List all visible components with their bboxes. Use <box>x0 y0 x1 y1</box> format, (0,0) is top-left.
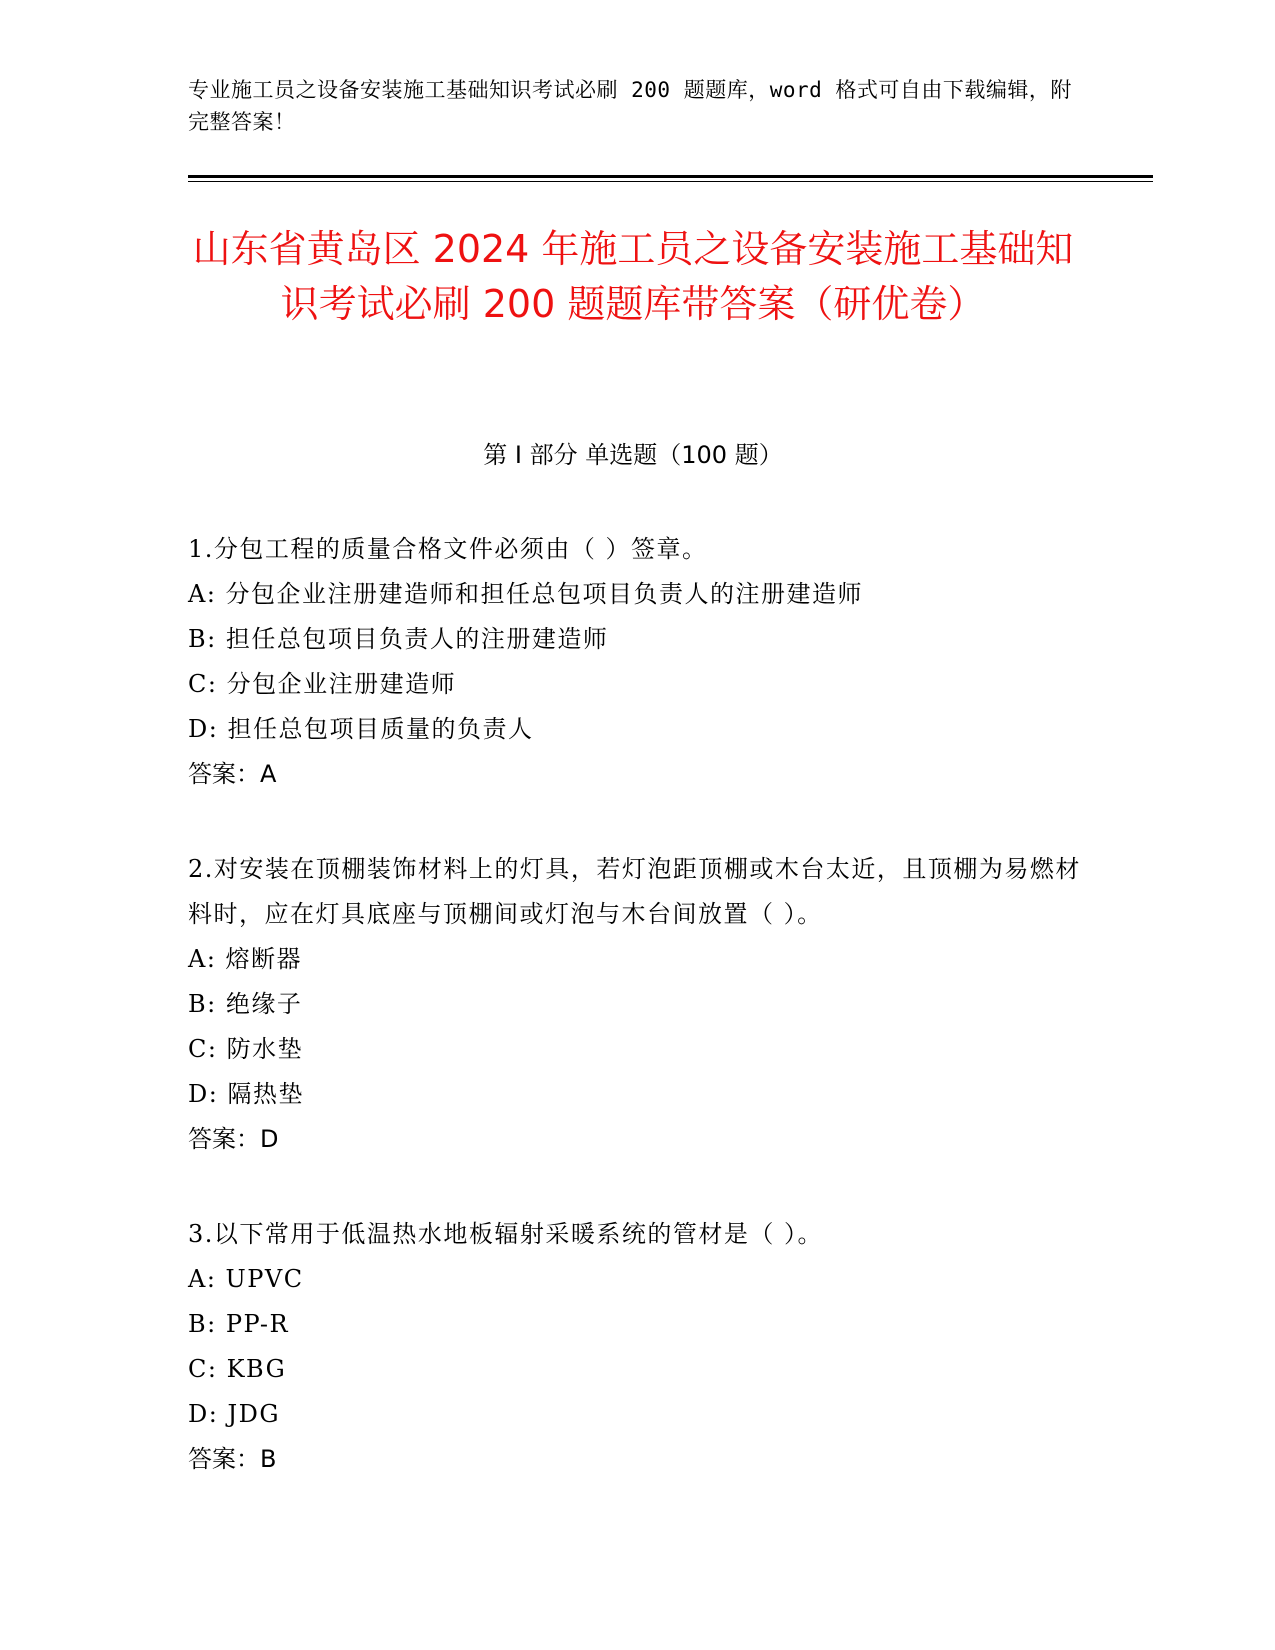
option-c: C: KBG <box>188 1355 287 1383</box>
option-b: B: PP-R <box>188 1310 290 1338</box>
option-c: C: 分包企业注册建造师 <box>188 670 457 698</box>
header-divider-thick <box>188 175 1153 178</box>
option-d: D: 隔热垫 <box>188 1080 304 1108</box>
section-title: 第 I 部分 单选题（100 题） <box>483 441 783 469</box>
header-divider-thin <box>188 181 1153 182</box>
question-list <box>188 527 1088 1532</box>
question-stem: 1.分包工程的质量合格文件必须由（ ）签章。 <box>188 535 708 563</box>
option-a: A: UPVC <box>188 1265 304 1293</box>
answer-line: 答案：D <box>188 1125 279 1153</box>
option-b: B: 担任总包项目负责人的注册建造师 <box>188 625 609 653</box>
question-item <box>188 847 1088 1162</box>
option-d: D: 担任总包项目质量的负责人 <box>188 715 534 743</box>
question-item <box>188 527 1088 797</box>
document-title: 山东省黄岛区 2024 年施工员之设备安装施工基础知识考试必刷 200 题题库带答案（研优卷） <box>192 227 1074 326</box>
document-header-note: 专业施工员之设备安装施工基础知识考试必刷 200 题题库，word 格式可自由下载编辑，附完整答案！ <box>188 78 1072 134</box>
option-a: A: 熔断器 <box>188 945 303 973</box>
answer-line: 答案：A <box>188 760 277 788</box>
question-stem: 2.对安装在顶棚装饰材料上的灯具，若灯泡距顶棚或木台太近，且顶棚为易燃材料时，应在灯具底座与顶棚间或灯泡与木台间放置（ ）。 <box>188 855 1081 928</box>
option-c: C: 防水垫 <box>188 1035 304 1063</box>
option-a: A: 分包企业注册建造师和担任总包项目负责人的注册建造师 <box>188 580 864 608</box>
question-item <box>188 1212 1088 1482</box>
question-stem: 3.以下常用于低温热水地板辐射采暖系统的管材是（ ）。 <box>188 1220 824 1248</box>
option-d: D: JDG <box>188 1400 280 1428</box>
option-b: B: 绝缘子 <box>188 990 303 1018</box>
answer-line: 答案：B <box>188 1445 277 1473</box>
